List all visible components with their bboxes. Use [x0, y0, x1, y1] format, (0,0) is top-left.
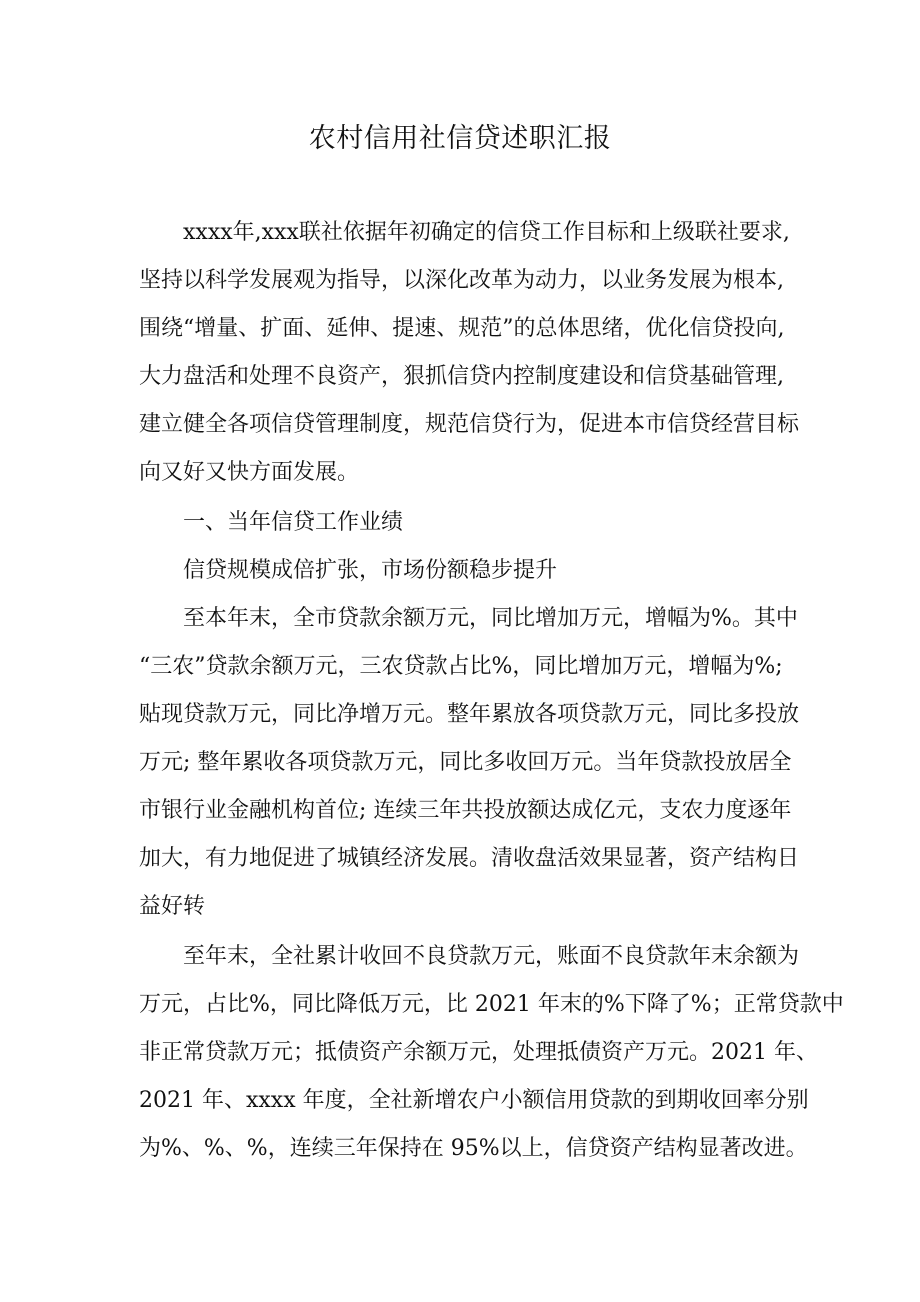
body-line: xxxx年,xxx联社依据年初确定的信贷工作目标和上级联社要求,: [183, 220, 790, 245]
body-line: 2021 年、xxxx 年度，全社新增农户小额信用贷款的到期收回率分别: [139, 1088, 809, 1113]
body-line: 向又好又快方面发展。: [139, 460, 360, 485]
document-title: 农村信用社信贷述职汇报: [308, 123, 612, 154]
body-line: 加大，有力地促进了城镇经济发展。清收盘活效果显著，资产结构日: [139, 846, 800, 871]
body-line: “三农”贷款余额万元，三农贷款占比%，同比增加万元，增幅为%;: [139, 654, 783, 679]
body-line: 贴现贷款万元，同比净增万元。整年累放各项贷款万元，同比多投放: [139, 702, 800, 727]
subsection-heading: 信贷规模成倍扩张，市场份额稳步提升: [183, 558, 558, 583]
body-line: 万元，占比%，同比降低万元，比 2021 年末的%下降了%；正常贷款中: [139, 992, 844, 1017]
body-line: 坚持以科学发展观为指导，以深化改革为动力，以业务发展为根本,: [139, 268, 784, 293]
body-line: 至本年末，全市贷款余额万元，同比增加万元，增幅为%。其中: [183, 606, 798, 631]
body-line: 非正常贷款万元；抵债资产余额万元，处理抵债资产万元。2021 年、: [139, 1040, 818, 1065]
body-line: 至年末，全社累计收回不良贷款万元，账面不良贷款年末余额为: [183, 944, 800, 969]
body-line: 为%、%、%，连续三年保持在 95%以上，信贷资产结构显著改进。: [139, 1136, 808, 1161]
body-line: 益好转: [139, 894, 206, 919]
section-heading: 一、当年信贷工作业绩: [183, 510, 404, 535]
body-line: 建立健全各项信贷管理制度，规范信贷行为，促进本市信贷经营目标: [139, 412, 800, 437]
body-line: 围绕“增量、扩面、延伸、提速、规范”的总体思绪，优化信贷投向,: [139, 316, 785, 341]
body-line: 市银行业金融机构首位; 连续三年共投放额达成亿元，支农力度逐年: [139, 798, 792, 823]
body-line: 万元; 整年累收各项贷款万元，同比多收回万元。当年贷款投放居全: [139, 750, 792, 775]
body-line: 大力盘活和处理不良资产，狠抓信贷内控制度建设和信贷基础管理,: [139, 364, 784, 389]
